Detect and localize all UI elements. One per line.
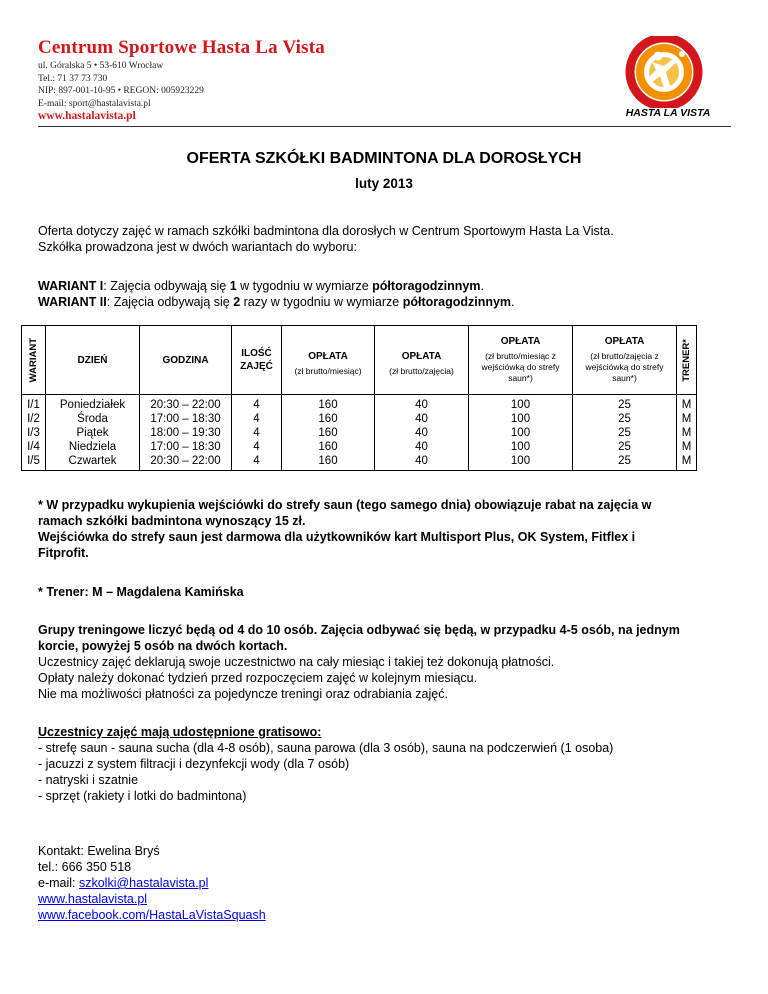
- header-trener: [677, 326, 697, 395]
- page-title: OFERTA SZKÓŁKI BADMINTONA DLA DOROSŁYCH: [186, 150, 582, 167]
- variant-2-count: 2: [233, 295, 241, 309]
- cell-oplata-miesiac: 160: [282, 395, 375, 413]
- cell-oplata-miesiac: 160: [282, 440, 375, 454]
- header-oplata-miesiac-sauna-label: OPŁATA: [500, 336, 541, 347]
- variant-2-label: WARIANT II: [38, 295, 107, 309]
- cell-trener: M: [677, 412, 697, 426]
- company-email: E-mail: sport@hastalavista.pl: [38, 98, 151, 109]
- variant-1-duration: półtoragodzinnym: [372, 279, 481, 293]
- table-row: [22, 412, 697, 426]
- cell-godzina: 17:00 – 18:30: [140, 412, 232, 426]
- cell-ilosc: 4: [232, 412, 282, 426]
- cell-dzien: Niedziela: [46, 440, 140, 454]
- cell-godzina: 20:30 – 22:00: [140, 454, 232, 471]
- header-oplata-zajecia: [375, 326, 469, 395]
- free-heading: Uczestnicy zajęć mają udostępnione gratisowo:: [38, 725, 322, 739]
- cell-trener: M: [677, 440, 697, 454]
- header-dzien: DZIEŃ: [46, 326, 140, 395]
- header-divider: [38, 126, 731, 127]
- sauna-note-2: ramach szkółki badmintona wynoszący 15 zł.: [38, 514, 306, 528]
- free-item: - sprzęt (rakiety i lotki do badmintona): [38, 789, 247, 803]
- table-row: [22, 426, 697, 440]
- contact-email-link[interactable]: szkolki@hastalavista.pl: [78, 876, 209, 890]
- cell-oplata-miesiac-sauna: 100: [469, 412, 573, 426]
- cell-oplata-zajecia: 40: [375, 454, 469, 471]
- schedule-table: [21, 325, 697, 471]
- hasta-la-vista-logo-icon: [618, 36, 708, 108]
- cell-dzien: Poniedziałek: [46, 395, 140, 413]
- cell-ilosc: 4: [232, 426, 282, 440]
- cell-dzien: Środa: [46, 412, 140, 426]
- cell-oplata-zajecia-sauna: 25: [573, 412, 677, 426]
- free-item: - strefę saun - sauna sucha (dla 4-8 osób), sauna parowa (dla 3 osób), sauna na podczerwień (1 osoba): [38, 741, 614, 755]
- header-godzina: GODZINA: [140, 326, 232, 395]
- cell-dzien: Czwartek: [46, 454, 140, 471]
- contact-name: Kontakt: Ewelina Bryś: [38, 844, 160, 858]
- table-row: [22, 454, 697, 471]
- header-ilosc: [232, 326, 282, 395]
- sauna-note-3: Wejściówka do strefy saun jest darmowa dla użytkowników kart Multisport Plus, OK System, Fitflex i: [38, 530, 636, 544]
- company-phone: Tel.: 71 37 73 730: [38, 73, 108, 84]
- variant-2-text-a: : Zajęcia odbywają się: [106, 295, 234, 309]
- company-ids: NIP: 897-001-10-95 • REGON: 005923229: [38, 86, 204, 96]
- contact-phone: tel.: 666 350 518: [38, 860, 132, 874]
- header-oplata-zajecia-label: OPŁATA: [401, 351, 442, 362]
- header-oplata-miesiac-label: OPŁATA: [308, 351, 348, 362]
- groups-line-1: Grupy treningowe liczyć będą od 4 do 10 osób. Zajęcia odbywać się będą, w przypadku 4-5 osób, na jednym: [38, 623, 680, 637]
- cell-godzina: 17:00 – 18:30: [140, 440, 232, 454]
- sauna-note-1: * W przypadku wykupienia wejściówki do strefy saun (tego samego dnia) obowiązuje rabat na zajęcia w: [38, 498, 652, 512]
- cell-wariant: I/5: [22, 454, 46, 471]
- cell-oplata-zajecia-sauna: 25: [573, 426, 677, 440]
- company-name: Centrum Sportowe Hasta La Vista: [38, 37, 325, 58]
- cell-godzina: 18:00 – 19:30: [140, 426, 232, 440]
- company-address: ul. Góralska 5 • 53-610 Wrocław: [38, 61, 164, 71]
- page-subtitle: luty 2013: [355, 176, 413, 191]
- company-info: [38, 60, 204, 110]
- cell-ilosc: 4: [232, 454, 282, 471]
- cell-wariant: I/4: [22, 440, 46, 454]
- variant-1-line: [38, 278, 484, 294]
- cell-wariant: I/1: [22, 395, 46, 413]
- contact-facebook-link[interactable]: www.facebook.com/HastaLaVistaSquash: [38, 908, 266, 922]
- cell-trener: M: [677, 426, 697, 440]
- header-oplata-zajecia-sub: (zł brutto/zajęcia): [389, 366, 454, 376]
- cell-oplata-miesiac: 160: [282, 454, 375, 471]
- cell-oplata-miesiac-sauna: 100: [469, 426, 573, 440]
- free-item: - natryski i szatnie: [38, 773, 139, 787]
- header-oplata-zajecia-sauna-label: OPŁATA: [604, 336, 645, 347]
- cell-wariant: I/2: [22, 412, 46, 426]
- groups-line-3: Uczestnicy zajęć deklarują swoje uczestnictwo na cały miesiąc i takiej też dokonują płatności.: [38, 655, 555, 669]
- table-row: [22, 440, 697, 454]
- header-oplata-miesiac-sauna-sub: (zł brutto/miesiąc z wejściówką do strefy saun*): [481, 351, 560, 383]
- trainer-note: * Trener: M – Magdalena Kamińska: [38, 585, 244, 599]
- header-oplata-miesiac: [282, 326, 375, 395]
- cell-ilosc: 4: [232, 440, 282, 454]
- groups-line-4: Opłaty należy dokonać tydzień przed rozpoczęciem zajęć w kolejnym miesiącu.: [38, 671, 478, 685]
- header-oplata-zajecia-sauna: [573, 326, 677, 395]
- cell-oplata-miesiac-sauna: 100: [469, 440, 573, 454]
- cell-oplata-miesiac-sauna: 100: [469, 395, 573, 413]
- cell-oplata-miesiac: 160: [282, 412, 375, 426]
- cell-dzien: Piątek: [46, 426, 140, 440]
- free-item: - jacuzzi z system filtracji i dezynfekcji wody (dla 7 osób): [38, 757, 350, 771]
- contact-email-line: [38, 875, 208, 891]
- header-oplata-zajecia-sauna-sub: (zł brutto/zajęcia z wejściówką do strefy saun*): [585, 351, 664, 383]
- table-header-row: [22, 326, 697, 395]
- cell-oplata-zajecia-sauna: 25: [573, 440, 677, 454]
- logo-text: HASTA LA VISTA: [625, 107, 711, 119]
- variant-2-line: [38, 294, 515, 310]
- sauna-note-4: Fitprofit.: [38, 546, 89, 560]
- variant-2-text-b: razy w tygodniu w wymiarze: [240, 295, 403, 309]
- contact-website-link[interactable]: www.hastalavista.pl: [38, 892, 148, 906]
- header-oplata-miesiac-sub: (zł brutto/miesiąc): [294, 366, 362, 376]
- cell-oplata-miesiac: 160: [282, 426, 375, 440]
- header-ilosc-label: ILOŚĆ ZAJĘĆ: [240, 348, 273, 372]
- header-wariant-label: WARIANT: [28, 337, 39, 383]
- intro-line-2: Szkółka prowadzona jest w dwóch wariantach do wyboru:: [38, 240, 357, 254]
- cell-ilosc: 4: [232, 395, 282, 413]
- variant-1-text-a: : Zajęcia odbywają się: [103, 279, 230, 293]
- variant-2-end: .: [511, 295, 515, 309]
- cell-wariant: I/3: [22, 426, 46, 440]
- variant-1-end: .: [480, 279, 484, 293]
- cell-oplata-zajecia: 40: [375, 440, 469, 454]
- groups-line-5: Nie ma możliwości płatności za pojedyncze treningi oraz odrabiania zajęć.: [38, 687, 448, 701]
- header-oplata-miesiac-sauna: [469, 326, 573, 395]
- cell-godzina: 20:30 – 22:00: [140, 395, 232, 413]
- header-trener-label: TRENER*: [681, 338, 692, 382]
- intro-line-1: Oferta dotyczy zajęć w ramach szkółki badmintona dla dorosłych w Centrum Sportowym Hasta La Vista.: [38, 224, 614, 238]
- company-website[interactable]: www.hastalavista.pl: [38, 110, 136, 122]
- groups-line-2: korcie, powyżej 5 osób na dwóch kortach.: [38, 639, 288, 653]
- cell-oplata-zajecia: 40: [375, 426, 469, 440]
- cell-oplata-zajecia: 40: [375, 395, 469, 413]
- variant-1-count: 1: [229, 279, 237, 293]
- cell-trener: M: [677, 454, 697, 471]
- cell-oplata-zajecia-sauna: 25: [573, 395, 677, 413]
- variant-2-duration: półtoragodzinnym: [402, 295, 512, 309]
- table-row: [22, 395, 697, 413]
- variant-1-text-b: w tygodniu w wymiarze: [236, 279, 373, 293]
- cell-oplata-miesiac-sauna: 100: [469, 454, 573, 471]
- header-wariant: [22, 326, 46, 395]
- cell-trener: M: [677, 395, 697, 413]
- cell-oplata-zajecia: 40: [375, 412, 469, 426]
- contact-email-label: e-mail:: [38, 876, 79, 890]
- variant-1-label: WARIANT I: [38, 279, 104, 293]
- cell-oplata-zajecia-sauna: 25: [573, 454, 677, 471]
